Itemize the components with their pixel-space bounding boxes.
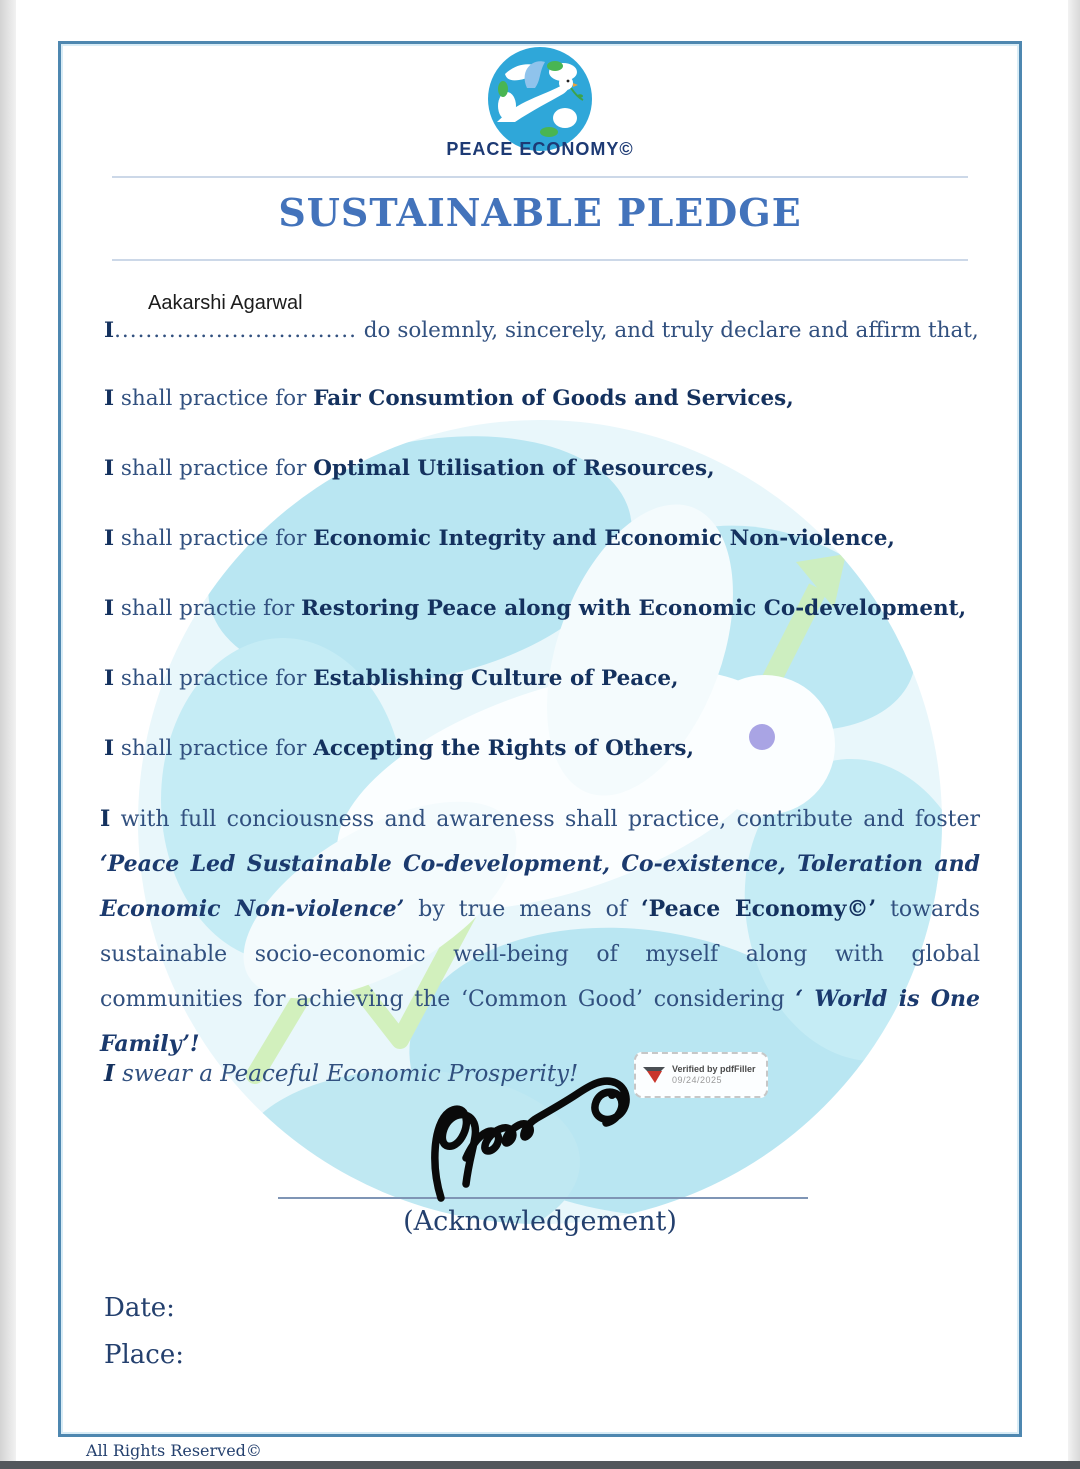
badge-verified-label: Verified by pdfFiller (672, 1063, 756, 1074)
badge-text (672, 1064, 756, 1087)
pledge-line: I shall practice for Establishing Culture of Peace, (104, 666, 679, 691)
pledge-line: I shall practice for Fair Consumtion of Goods and Services, (104, 386, 794, 411)
opening-declaration: I............................... do solemnly, sincerely, and truly declare and affirm that, (104, 318, 979, 343)
place-label: Place: (104, 1340, 185, 1370)
pledge-line: I shall practice for Optimal Utilisation of Resources, (104, 456, 715, 481)
name-blank-dots[interactable]: ............................... (114, 318, 357, 343)
acknowledgement-label: (Acknowledgement) (403, 1206, 677, 1237)
peace-economy-globe-dove-logo (485, 44, 595, 154)
title-rule-top (112, 176, 968, 178)
brand-name: PEACE ECONOMY© (446, 139, 634, 159)
pledge-line: I shall practice for Accepting the Rights of Others, (104, 736, 694, 761)
title-rule-bottom (112, 259, 968, 261)
name-field[interactable]: Aakarshi Agarwal (148, 292, 303, 314)
signature-scrawl[interactable] (415, 1066, 660, 1211)
swear-line: I swear a Peaceful Economic Prosperity! (104, 1060, 579, 1087)
pledge-line: I shall practie for Restoring Peace along with Economic Co-development, (104, 596, 967, 621)
pledge-line: I shall practice for Economic Integrity and Economic Non-violence, (104, 526, 895, 551)
pledge-paragraph: I with full conciousness and awareness shall practice, contribute and foster ‘Peace Led Sustainable Co-development, Co-existence, Toleration and Economic Non-violence’ by true means of ‘Peace Economy©’ towards sustainable socio-economic well-being of myself along with global communities for achieving the ‘Common Good’ considering ‘ World is One Family’! (100, 806, 980, 1057)
date-label: Date: (104, 1293, 175, 1323)
rights-reserved-text: All Rights Reserved© (86, 1441, 262, 1460)
page-title: SUSTAINABLE PLEDGE (278, 190, 802, 235)
badge-date: 09/24/2025 (672, 1075, 723, 1085)
